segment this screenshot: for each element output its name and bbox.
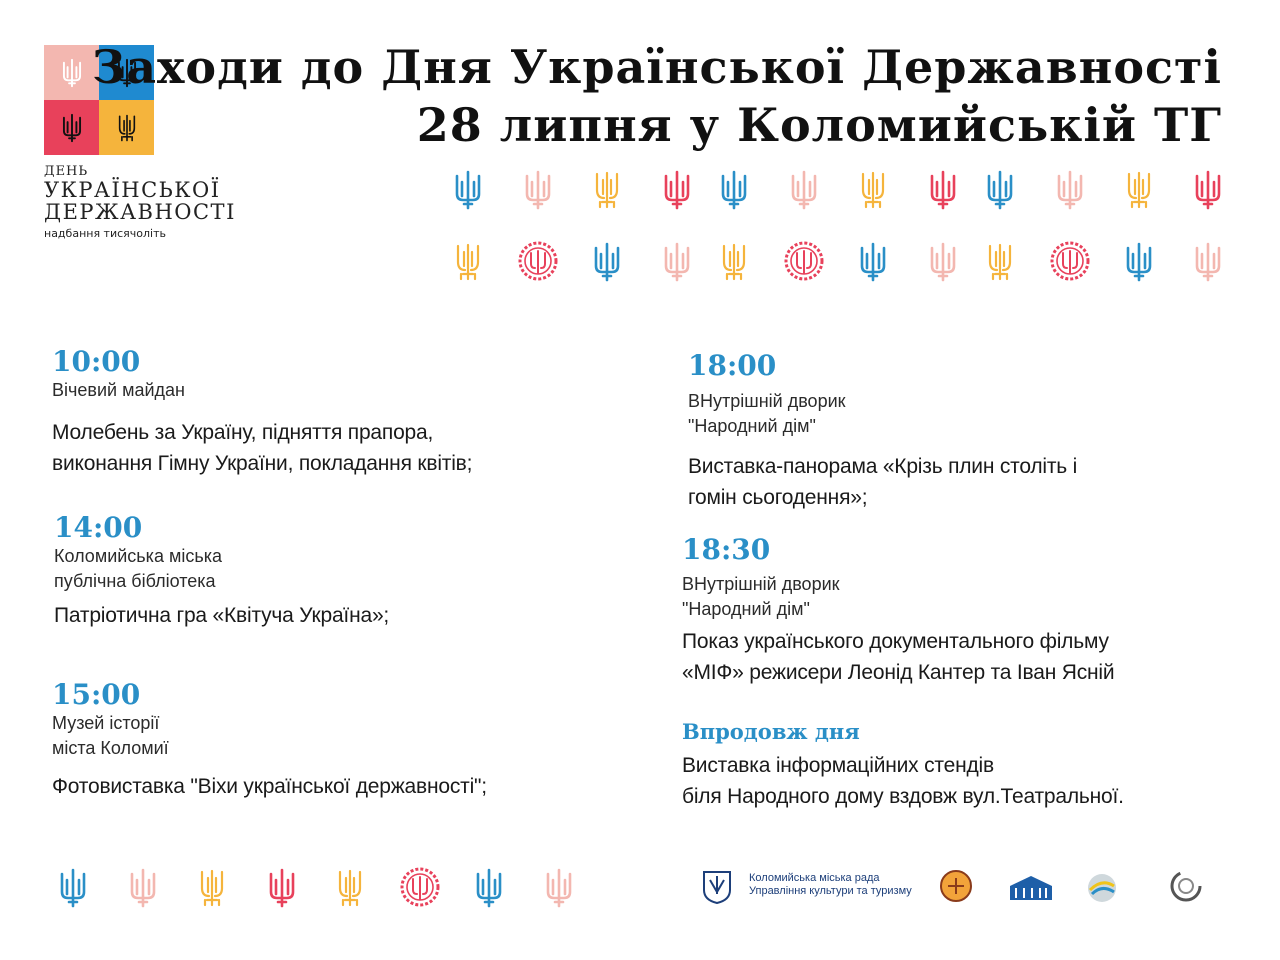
trident-icon [1193,242,1223,282]
event-time: 18:00 [688,349,777,382]
trident-icon [58,868,88,908]
wreath-trident-icon [783,240,825,282]
event-desc-line1: Виставка-панорама «Крізь плин століть і [688,455,1078,478]
trident-icon [1124,242,1154,282]
event-place-line2: публічна бібліотека [54,571,216,591]
trident-icon [453,242,483,282]
trident-icon [719,170,749,210]
title-line2: 28 липня у Коломийській ТГ [416,98,1222,152]
event-place: Вічевий майдан [52,380,185,400]
wreath-trident-icon [399,866,441,908]
event-time: 18:30 [682,533,771,566]
partner-swirl-icon [1168,868,1204,904]
logo-small-line: ДЕНЬ [44,164,89,179]
trident-icon [985,170,1015,210]
trident-icon [1055,170,1085,210]
trident-icon [592,170,622,210]
trident-icon [928,170,958,210]
trident-icon [267,868,297,908]
logo-line2: ДЕРЖАВНОСТІ [44,200,236,224]
trident-icon [592,242,622,282]
event-15-00 [52,679,652,802]
page-title [92,38,1222,154]
event-time: 14:00 [54,511,143,544]
partners [702,868,1242,918]
all-day-desc-line1: Виставка інформаційних стендів [682,754,994,777]
trident-icon [61,113,83,143]
all-day-desc-line2: біля Народного дому вздовж вул.Театральної. [682,785,1124,808]
logo-cell-red [44,100,99,155]
trident-icon [858,242,888,282]
event-place-line1: Коломийська міська [54,546,222,566]
event-desc-line1: Фотовиставка "Віхи української державності"; [52,775,487,798]
event-all-day [682,718,1252,812]
event-desc-line2: гомін сьогодення»; [688,486,868,509]
trident-icon [544,868,574,908]
trident-icon [335,868,365,908]
wreath-trident-icon [1049,240,1091,282]
theatre-building-icon [1006,872,1056,904]
trident-icon [523,170,553,210]
event-18-00 [688,350,1248,513]
event-desc-line1: Молебень за Україну, підняття прапора, [52,421,434,444]
trident-icon [858,170,888,210]
trident-icon [1124,170,1154,210]
trident-icon [985,242,1015,282]
trident-icon [1193,170,1223,210]
partner-globe-icon [1086,872,1118,904]
event-place-line1: ВНутрішній дворик [682,574,840,594]
logo-line1: УКРАЇНСЬКОЇ [44,178,221,202]
all-day-label: Впродовж дня [682,719,860,744]
trident-icon [453,170,483,210]
event-time: 10:00 [52,345,141,378]
event-place-line2: "Народний дім" [682,599,810,619]
trident-icon [789,170,819,210]
event-place-line1: Музей історії [52,713,160,733]
partner-emblem-icon [938,868,974,904]
logo-subtitle: надбання тисячоліть [44,227,166,240]
trident-icon [474,868,504,908]
event-desc-line1: Патріотична гра «Квітуча Україна»; [54,604,390,627]
event-desc-line1: Показ українського документального фільму [682,630,1109,653]
event-time: 15:00 [52,678,141,711]
event-place-line1: ВНутрішній дворик [688,391,846,411]
event-10-00 [52,346,632,479]
event-desc-line2: виконання Гімну України, покладання квітів; [52,452,473,475]
event-place-line2: міста Коломиї [52,738,169,758]
logo-cell-pink [44,45,99,100]
trident-icon [197,868,227,908]
trident-icon [128,868,158,908]
event-14-00 [54,512,634,631]
event-place-line2: "Народний дім" [688,416,816,436]
trident-icon [662,242,692,282]
trident-icon [928,242,958,282]
trident-icon [662,170,692,210]
event-18-30 [682,534,1252,688]
partner-line2: Управління культури та туризму [749,885,912,897]
partner-line1: Коломийська міська рада [749,872,880,884]
city-coat-of-arms-icon [702,870,732,904]
trident-icon [61,58,83,88]
wreath-trident-icon [517,240,559,282]
logo-text [44,165,236,241]
title-line1: Заходи до Дня Української Державності [92,40,1222,94]
partner-name [749,872,912,898]
trident-icon [719,242,749,282]
event-desc-line2: «МІФ» режисери Леонід Кантер та Іван Ясній [682,661,1115,684]
